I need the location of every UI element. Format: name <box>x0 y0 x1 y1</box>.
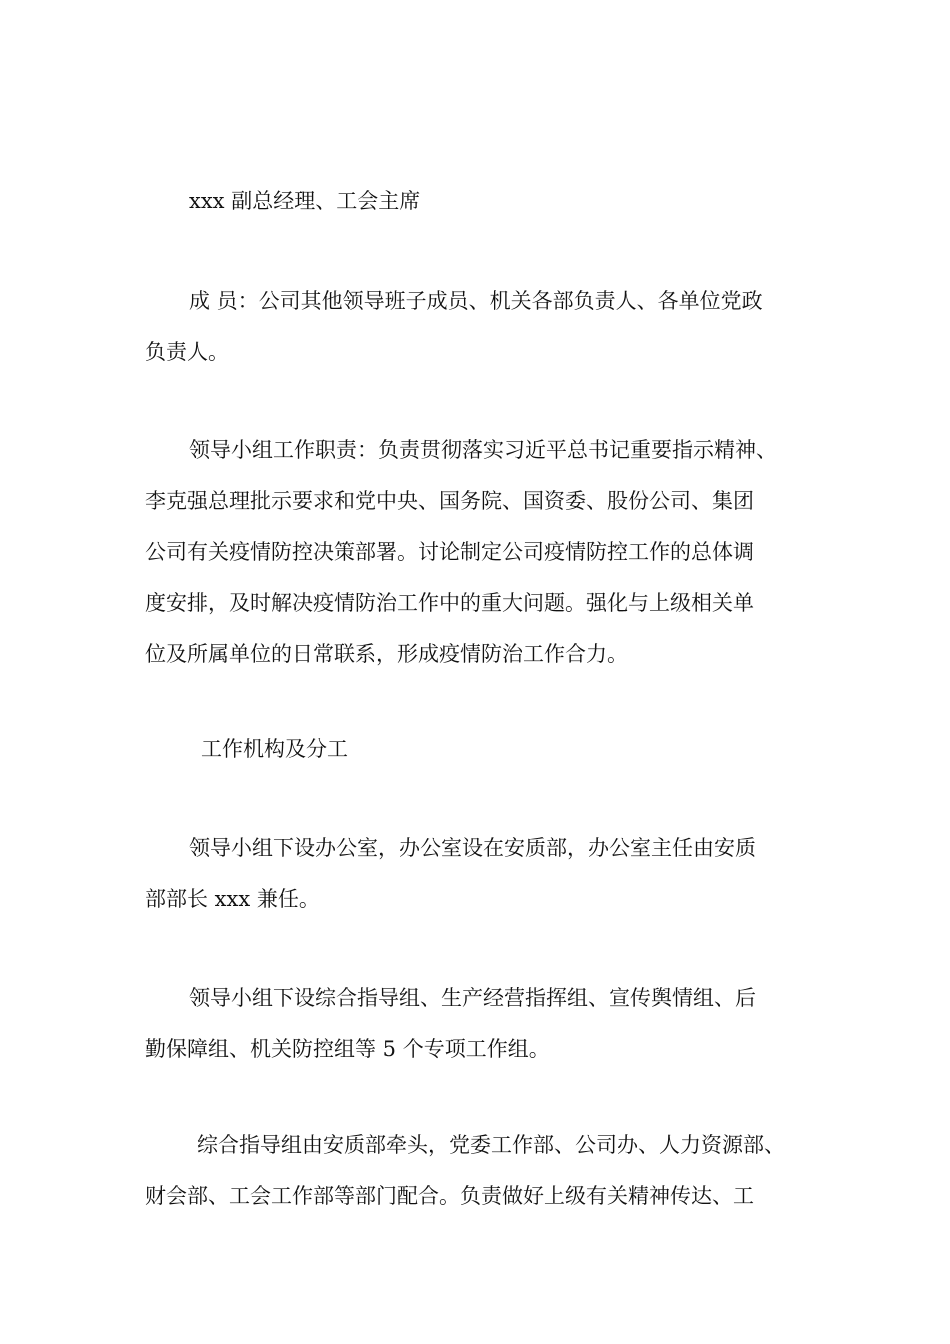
text-line: 部部长 xxx 兼任。 <box>145 887 320 911</box>
text-line: 成 员：公司其他领导班子成员、机关各部负责人、各单位党政 <box>189 289 763 313</box>
leader-line <box>145 176 815 227</box>
text-line: 负责人。 <box>145 340 229 364</box>
text-line: 李克强总理批示要求和党中央、国务院、国资委、股份公司、集团 <box>145 489 754 513</box>
office-paragraph <box>145 823 815 925</box>
text-line: 领导小组下设办公室，办公室设在安质部，办公室主任由安质 <box>189 836 756 860</box>
members-paragraph <box>145 276 815 378</box>
groups-paragraph <box>145 973 815 1075</box>
text-line: 勤保障组、机关防控组等 5 个专项工作组。 <box>145 1037 550 1061</box>
text-line: 领导小组下设综合指导组、生产经营指挥组、宣传舆情组、后 <box>189 986 756 1010</box>
text-line: 综合指导组由安质部牵头，党委工作部、公司办、人力资源部、 <box>197 1133 785 1157</box>
text-line: 财会部、工会工作部等部门配合。负责做好上级有关精神传达、工 <box>145 1184 754 1208</box>
duties-paragraph <box>145 425 815 680</box>
text-line: xxx 副总经理、工会主席 <box>189 189 421 213</box>
text-line: 度安排，及时解决疫情防治工作中的重大问题。强化与上级相关单 <box>145 591 754 615</box>
guidance-group-paragraph <box>145 1120 815 1222</box>
text-line: 领导小组工作职责：负责贯彻落实习近平总书记重要指示精神、 <box>189 438 777 462</box>
text-line: 位及所属单位的日常联系，形成疫情防治工作合力。 <box>145 642 628 666</box>
section-heading <box>145 724 815 775</box>
text-line: 公司有关疫情防控决策部署。讨论制定公司疫情防控工作的总体调 <box>145 540 754 564</box>
text-line: 工作机构及分工 <box>201 737 348 761</box>
